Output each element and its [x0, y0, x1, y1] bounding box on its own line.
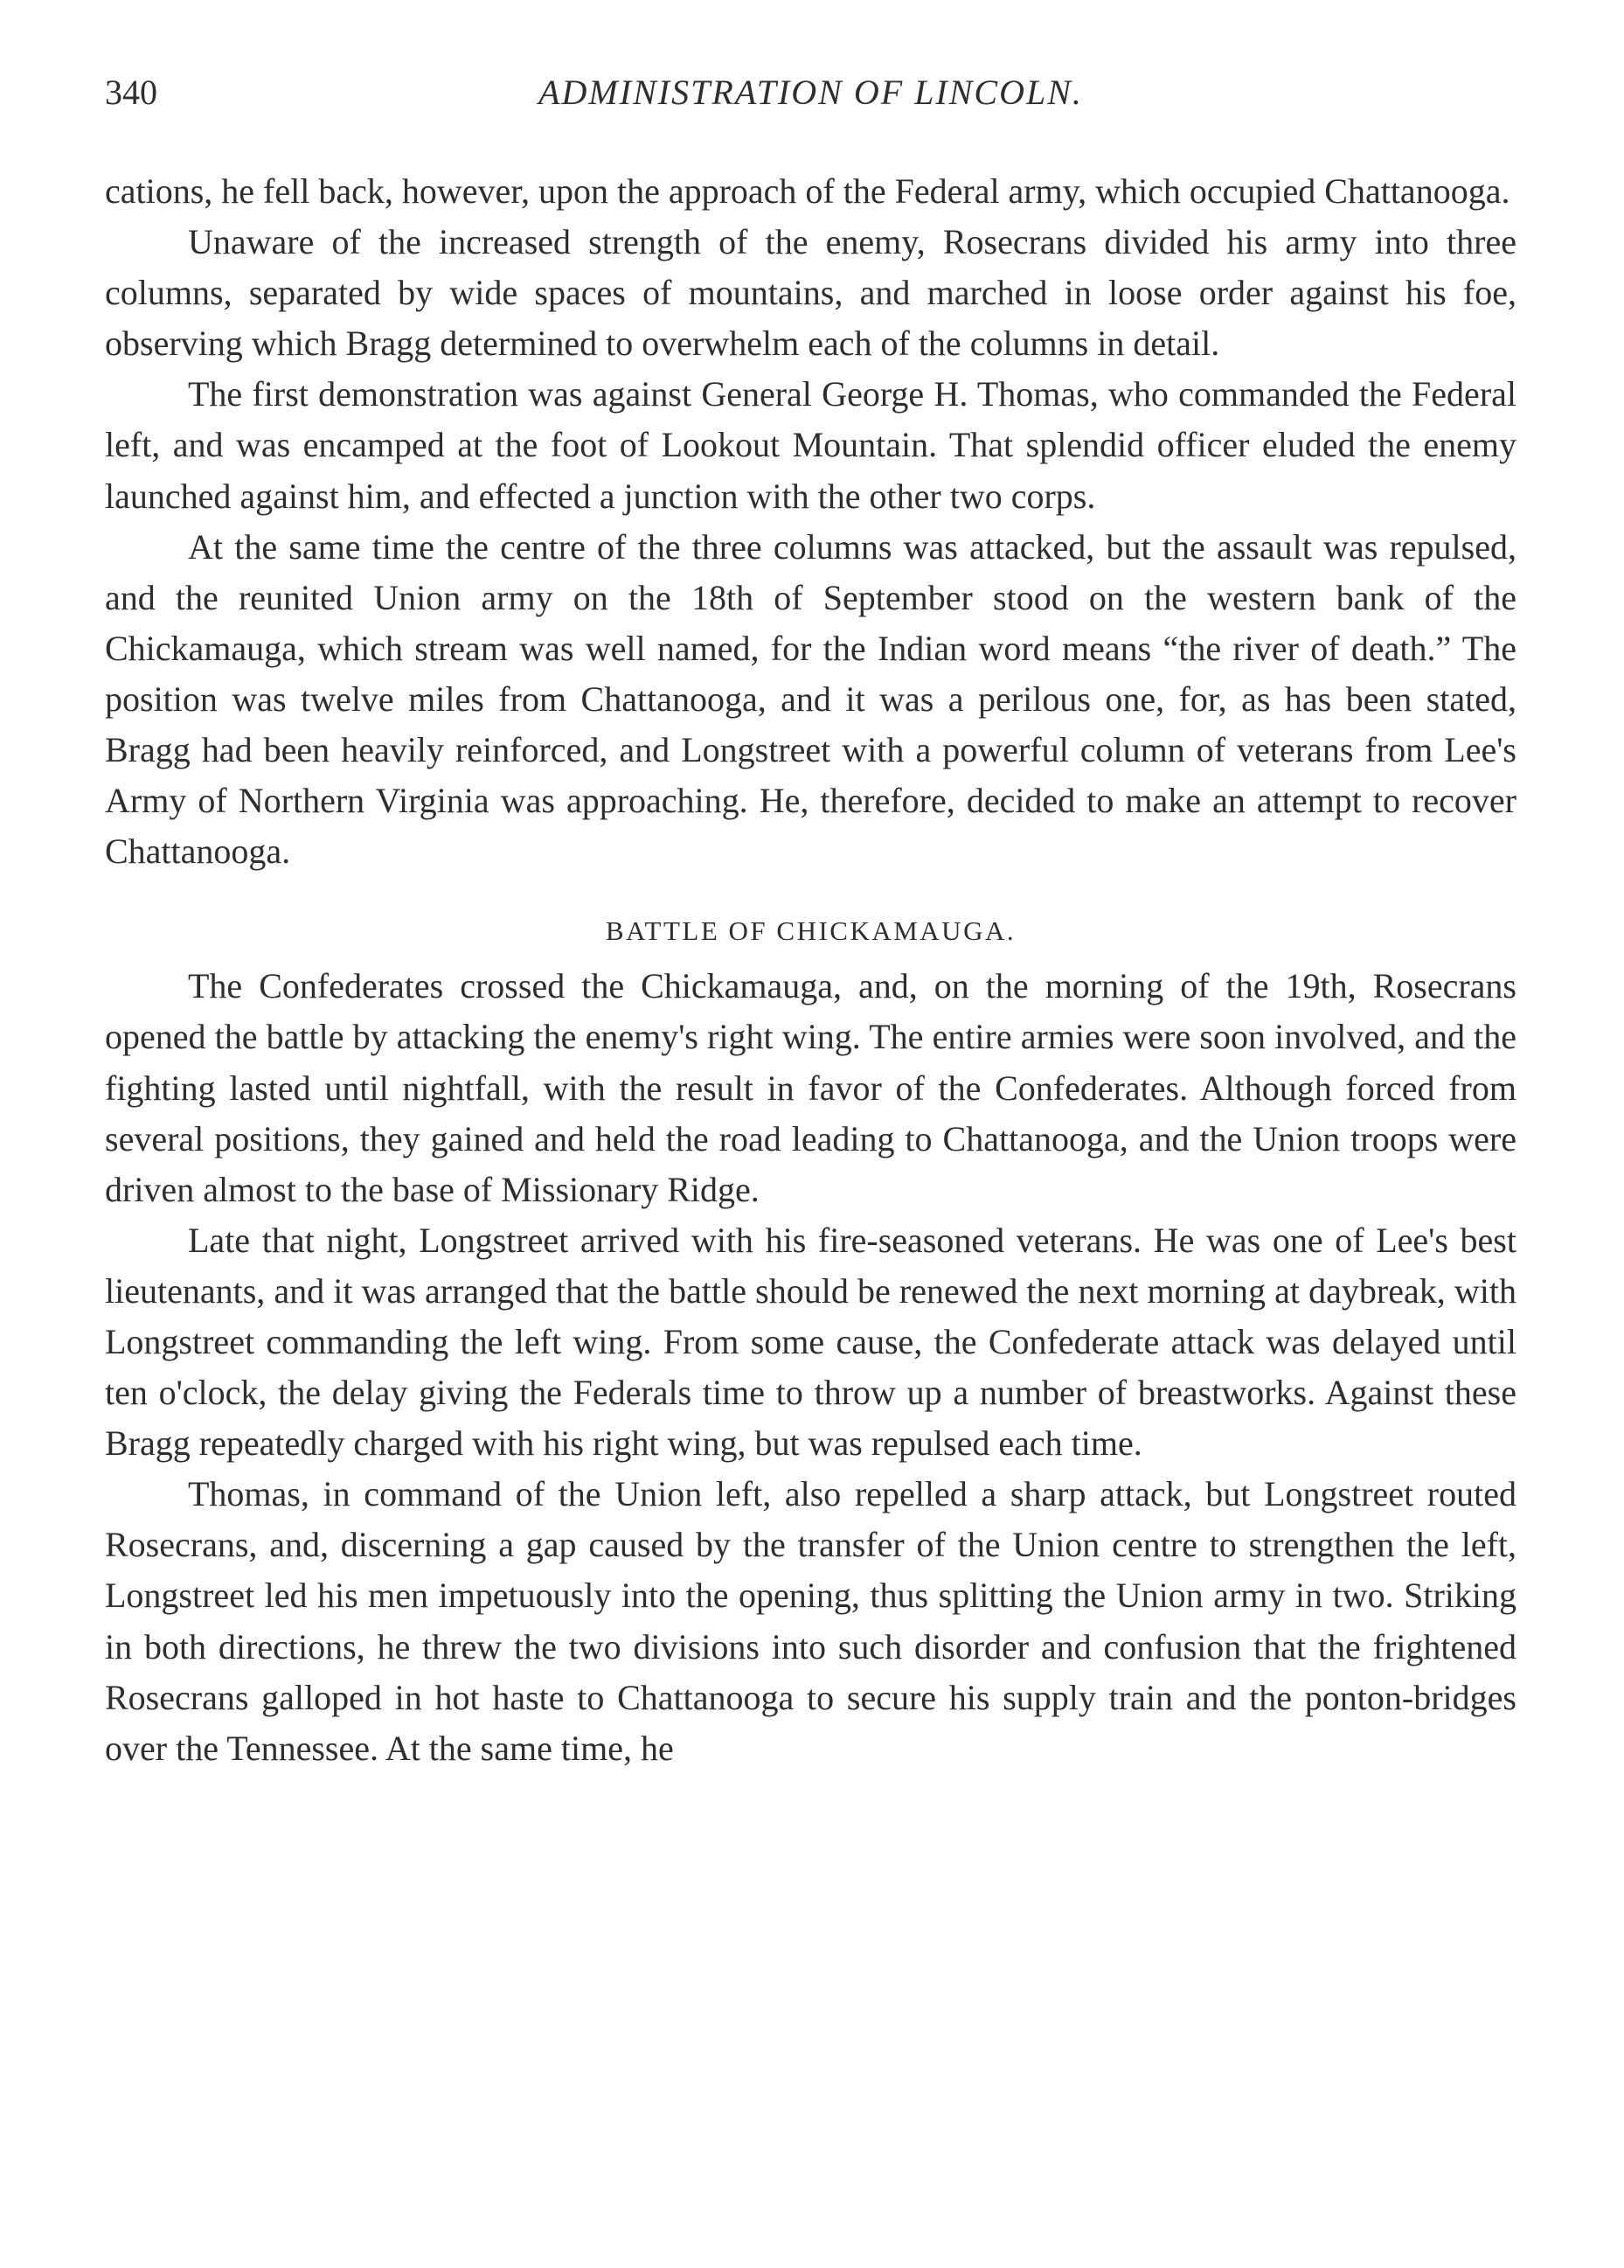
running-head [105, 70, 1516, 115]
paragraph: The first demonstration was against General George H. Thomas, who commanded the Federal left, and was encamped at the foot of Lookout Mountain. That splendid officer eluded the enemy launched against him, and effected a junction with the other two corps. [105, 374, 1516, 516]
paragraph: Thomas, in command of the Union left, also repelled a sharp attack, but Longstreet routed Rosecrans, and, discerning a gap caused by the transfer of the Union centre to strengthen the left, Longstreet led his men impetuously into the opening, thus splitting the Union army in two. Striking in both directions, he threw the two divisions into such disorder and confusion that the frightened Rosecrans galloped in hot haste to Chattanooga to secure his supply train and the ponton-bridges over the Tennessee. At the same time, he [105, 1474, 1516, 1768]
section-heading: BATTLE OF CHICKAMAUGA. [605, 915, 1017, 947]
paragraph: The Confederates crossed the Chickamauga, and, on the morning of the 19th, Rosecrans opened the battle by attacking the enemy's right wing. The entire armies were soon involved, and the fighting lasted until nightfall, with the result in favor of the Confederates. Although forced from several positions, they gained and held the road leading to Chattanooga, and the Union troops were driven almost to the base of Missionary Ridge. [105, 966, 1516, 1209]
page-number: 340 [105, 73, 157, 112]
paragraph: Late that night, Longstreet arrived with his fire-seasoned veterans. He was one of Lee's best lieutenants, and it was arranged that the battle should be renewed the next morning at daybreak, with Longstreet commanding the left wing. From some cause, the Confederate attack was delayed until ten o'clock, the delay giving the Federals time to throw up a number of breastworks. Against these Bragg repeatedly charged with his right wing, but was repulsed each time. [105, 1220, 1516, 1464]
running-title: ADMINISTRATION OF LINCOLN. [538, 73, 1083, 112]
paragraph: At the same time the centre of the three columns was attacked, but the assault was repulsed, and the reunited Union army on the 18th of September stood on the western bank of the Chickamauga, which stream was well named, for the Indian word means “the river of death.” The position was twelve miles from Chattanooga, and it was a perilous one, for, as has been stated, Bragg had been heavily reinforced, and Longstreet with a powerful column of veterans from Lee's Army of Northern Virginia was approaching. He, therefore, decided to make an attempt to recover Chattanooga. [105, 526, 1516, 872]
paragraph: Unaware of the increased strength of the enemy, Rosecrans divided his army into three columns, separated by wide spaces of mountains, and marched in loose order against his foe, observing which Bragg determined to overwhelm each of the columns in detail. [105, 222, 1516, 364]
book-page [105, 70, 1516, 1774]
body-text [105, 166, 1516, 1774]
paragraph: cations, he fell back, however, upon the approach of the Federal army, which occupied Chattanooga. [105, 171, 1510, 211]
